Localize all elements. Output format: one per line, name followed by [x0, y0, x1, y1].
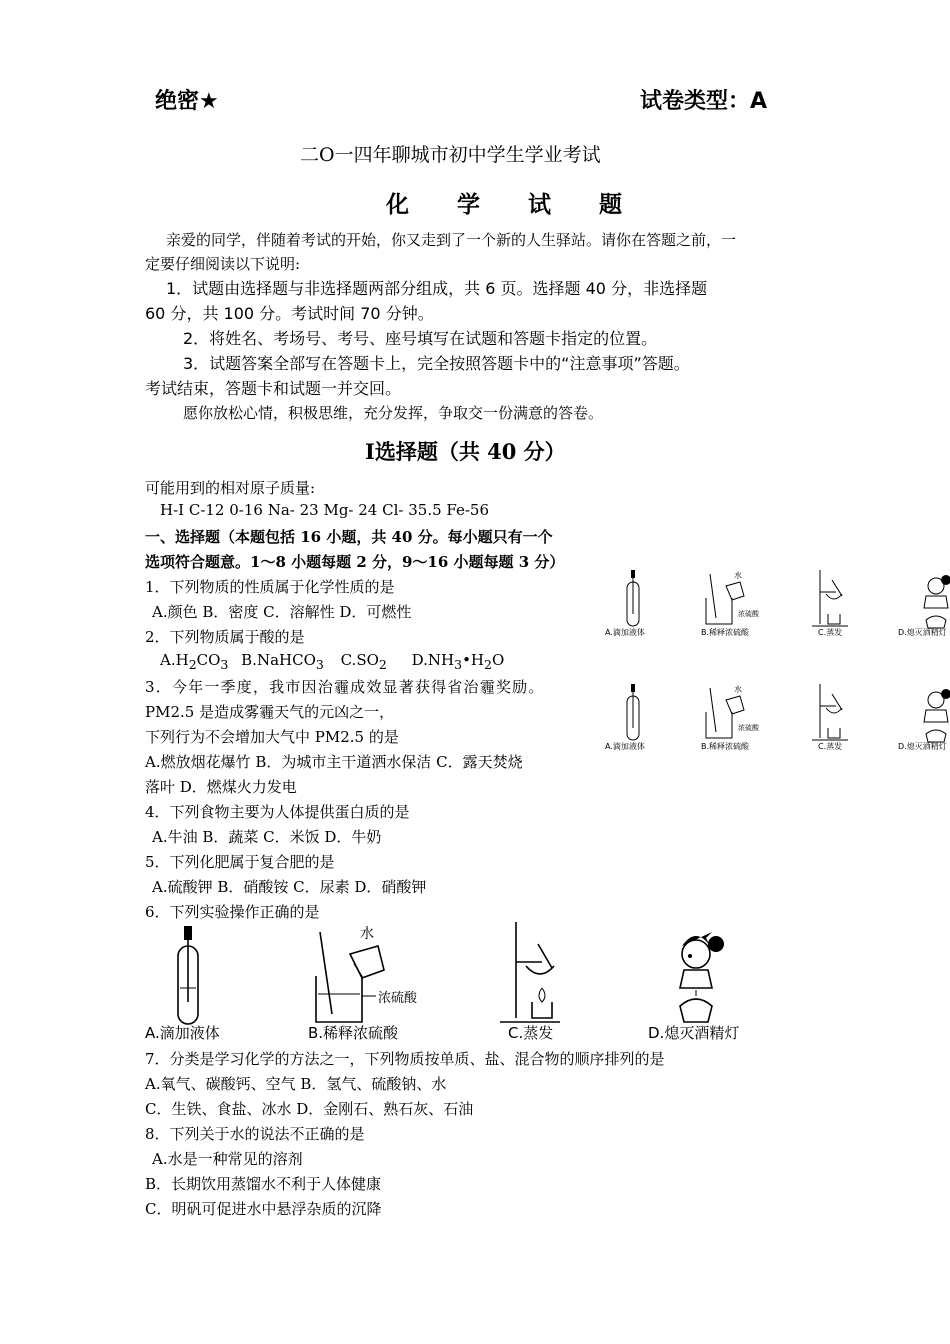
- svg-text:水: 水: [734, 685, 742, 694]
- dropper-test-tube-icon: [178, 926, 198, 1024]
- q1-options: A.颜色 B．密度 C．溶解性 D．可燃性: [152, 603, 412, 621]
- thumb-caption-d-2: D.熄灭酒精灯: [898, 742, 947, 751]
- q6-stem: 6．下列实验操作正确的是: [145, 903, 320, 921]
- q8-option-c: C．明矾可促进水中悬浮杂质的沉降: [145, 1200, 382, 1218]
- evaporating-dish-icon: [500, 922, 560, 1022]
- thumb-dropper-icon: [627, 570, 639, 626]
- q3-options-1: A.燃放烟花爆竹 B．为城市主干道洒水保洁 C．露天焚烧: [145, 753, 523, 771]
- q4-options: A.牛油 B．蔬菜 C．米饭 D．牛奶: [152, 828, 382, 846]
- thumb-beaker-icon: [706, 570, 760, 624]
- atomic-mass-values: H-I C-12 0-16 Na- 23 Mg- 24 Cl- 35.5 Fe-56: [160, 501, 490, 519]
- intro-line-2: 定要仔细阅读以下说明:: [145, 255, 301, 273]
- svg-text:浓硫酸: 浓硫酸: [738, 610, 759, 618]
- q2-options: [160, 651, 504, 672]
- q8-option-a: A.水是一种常见的溶剂: [152, 1150, 303, 1168]
- q3-options-2: 落叶 D．燃煤火力发电: [145, 778, 297, 796]
- paper-type-label: 试卷类型：A: [640, 89, 768, 114]
- thumb-caption-a-1: A.滴加液体: [605, 628, 645, 637]
- instruction-2: 2．将姓名、考场号、考号、座号填写在试题和答题卡指定的位置。: [183, 329, 658, 348]
- instruction-1a: 1．试题由选择题与非选择题两部分组成，共 6 页。选择题 40 分，非选择题: [166, 279, 708, 298]
- thumb-caption-b-1: B.稀释浓硫酸: [701, 628, 750, 637]
- q6-figure: [140, 918, 760, 1030]
- exam-title: 二O一四年聊城市初中学生学业考试: [300, 144, 601, 166]
- q3-stem-2: PM2.5 是造成雾霾天气的元凶之一，: [145, 703, 395, 721]
- svg-text:水: 水: [734, 571, 742, 580]
- q7-options-1: A.氧气、碳酸钙、空气 B．氢气、硫酸钠、水: [145, 1075, 447, 1093]
- q2-option-d: $D.NH_3•H_2O$: [411, 651, 505, 672]
- thumb-caption-c-2: C.蒸发: [818, 742, 843, 751]
- beaker-dilution-icon: [316, 932, 384, 1022]
- thumb-dropper-icon: [627, 684, 639, 740]
- thumb-caption-b-2: B.稀释浓硫酸: [701, 742, 750, 751]
- q2-stem: 2．下列物质属于酸的是: [145, 628, 305, 646]
- q6-acid-label: 浓硫酸: [378, 991, 418, 1006]
- q6-caption-b: B.稀释浓硫酸: [308, 1024, 399, 1042]
- q8-stem: 8．下列关于水的说法不正确的是: [145, 1125, 365, 1143]
- q5-stem: 5．下列化肥属于复合肥的是: [145, 853, 335, 871]
- instruction-3a: 3．试题答案全部写在答题卡上，完全按照答题卡中的“注意事项”答题。: [183, 354, 690, 373]
- q7-options-2: C．生铁、食盐、冰水 D．金刚石、熟石灰、石油: [145, 1100, 474, 1118]
- part-1-heading-1: 一、选择题（本题包括 16 小题，共 40 分。每小题只有一个: [145, 528, 553, 546]
- thumb-caption-a-2: A.滴加液体: [605, 742, 645, 751]
- q7-stem: 7．分类是学习化学的方法之一，下列物质按单质、盐、混合物的顺序排列的是: [145, 1050, 665, 1068]
- thumb-beaker-icon: [706, 684, 760, 738]
- q6-caption-c: C.蒸发: [508, 1024, 554, 1042]
- section-1-title: I选择题（共 40 分）: [365, 439, 566, 464]
- subject-title: 化 学 试 题: [386, 192, 643, 218]
- thumb-evaporation-icon: [812, 570, 848, 626]
- q6-caption-a: A.滴加液体: [145, 1024, 220, 1042]
- q2-option-a: $A.H_2CO_3$: [160, 651, 229, 672]
- q2-option-b: B.NaHCO$_3$: [241, 651, 324, 672]
- thumb-girl-lamp-icon: [924, 689, 950, 742]
- instruction-1b: 60 分，共 100 分。考试时间 70 分钟。: [145, 304, 434, 323]
- wish-line: 愿你放松心情，积极思维，充分发挥，争取交一份满意的答卷。: [183, 404, 604, 422]
- secret-label: 绝密★: [155, 89, 219, 114]
- intro-line-1: 亲爱的同学，伴随着考试的开始，你又走到了一个新的人生驿站。请你在答题之前，一: [166, 231, 737, 249]
- q3-stem-3: 下列行为不会增加大气中 PM2.5 的是: [145, 728, 399, 746]
- q2-option-c: $C.SO_2$: [340, 651, 387, 672]
- q6-caption-d: D.熄灭酒精灯: [648, 1024, 740, 1042]
- q6-water-label: 水: [360, 926, 374, 942]
- q4-stem: 4．下列食物主要为人体提供蛋白质的是: [145, 803, 410, 821]
- q1-stem: 1．下列物质的性质属于化学性质的是: [145, 578, 395, 596]
- thumb-caption-c-1: C.蒸发: [818, 628, 843, 637]
- thumb-girl-lamp-icon: [924, 575, 950, 628]
- instruction-3b: 考试结束，答题卡和试题一并交回。: [145, 379, 402, 398]
- thumb-evaporation-icon: [812, 684, 848, 740]
- atomic-mass-label: 可能用到的相对原子质量:: [145, 479, 316, 497]
- q3-stem-1: 3．今年一季度，我市因治霾成效显著获得省治霾奖励。: [145, 678, 545, 696]
- q8-option-b: B．长期饮用蒸馏水不利于人体健康: [145, 1175, 382, 1193]
- q5-options: A.硫酸钾 B．硝酸铵 C．尿素 D．硝酸钾: [152, 878, 427, 896]
- alcohol-lamp-girl-icon: [680, 932, 724, 1022]
- thumb-caption-d-1: D.熄灭酒精灯: [898, 628, 947, 637]
- part-1-heading-2: 选项符合题意。1～8 小题每题 2 分，9～16 小题每题 3 分）: [145, 553, 565, 571]
- svg-text:浓硫酸: 浓硫酸: [738, 724, 759, 732]
